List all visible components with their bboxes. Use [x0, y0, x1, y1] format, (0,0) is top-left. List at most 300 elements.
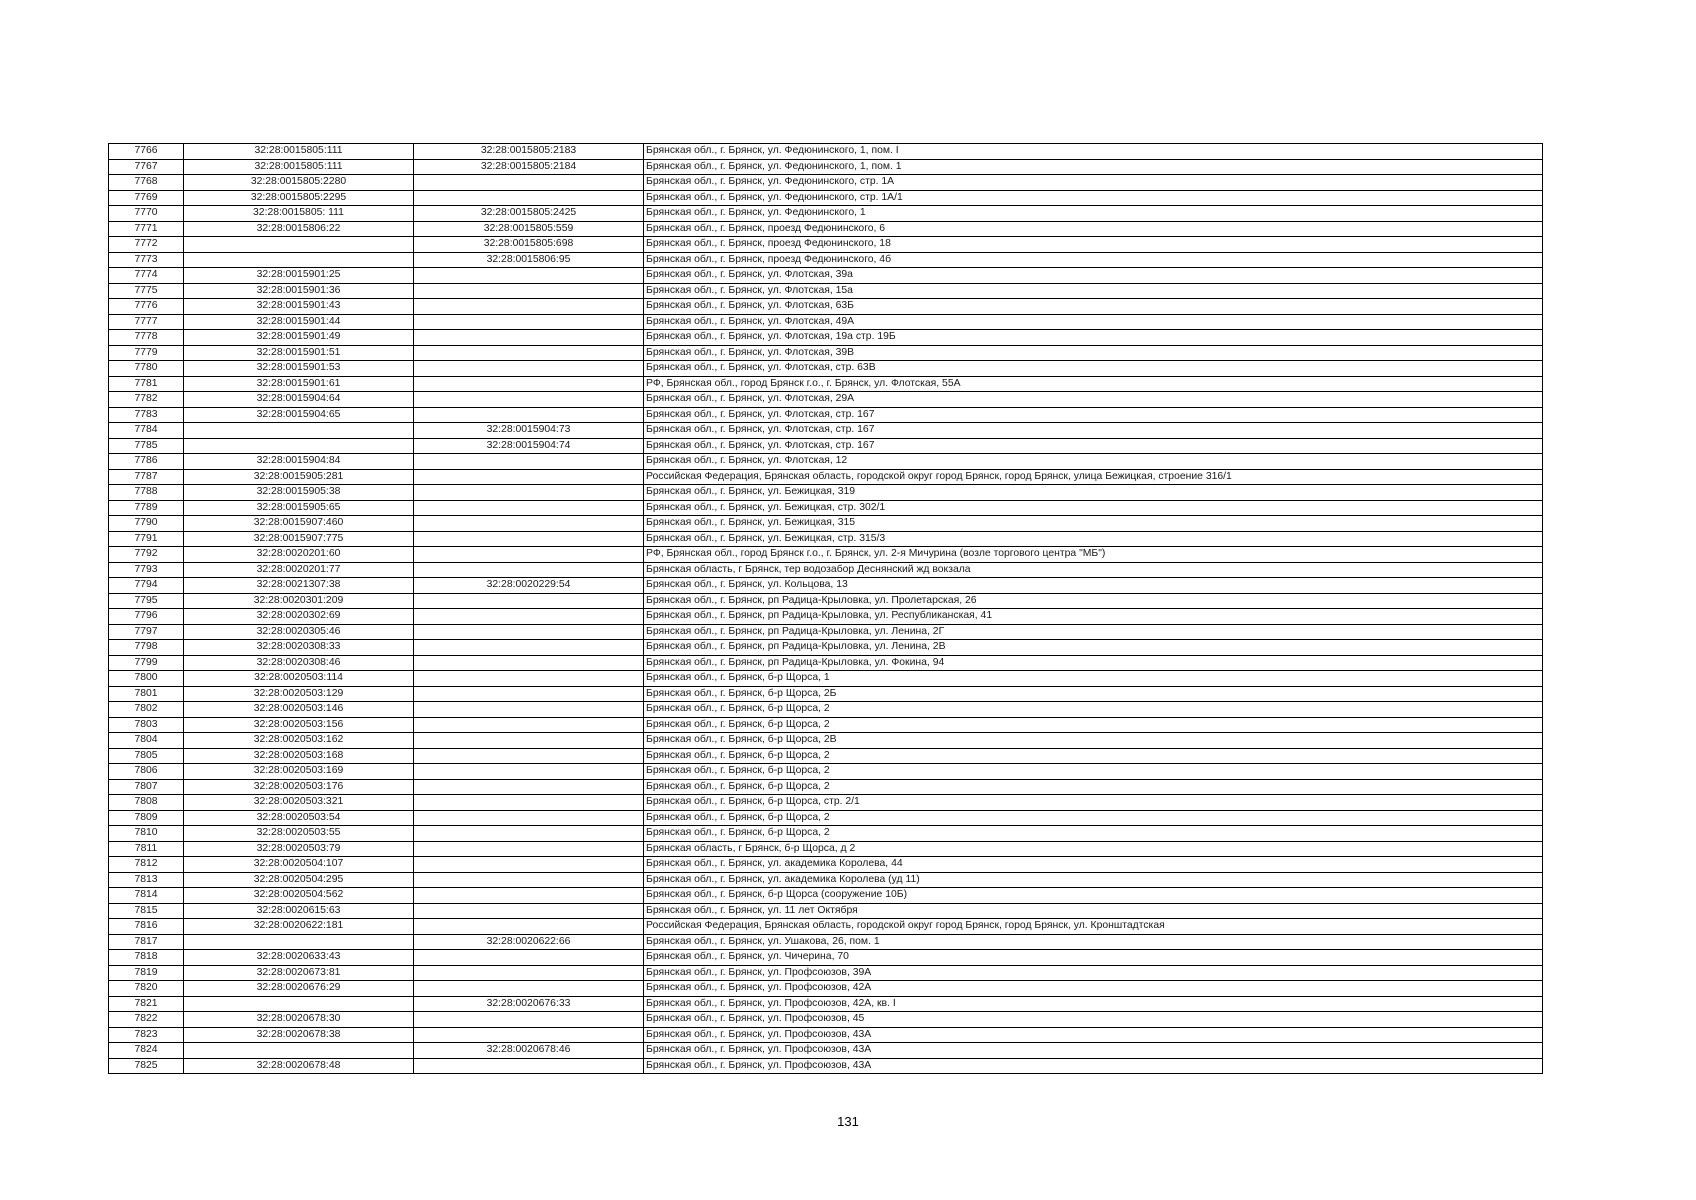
- row-number-cell: 7784: [109, 423, 184, 439]
- land-plot-cadastral-cell: 32:28:0020622:181: [184, 919, 414, 935]
- land-plot-cadastral-cell: 32:28:0020503:146: [184, 702, 414, 718]
- object-cadastral-cell: [414, 547, 644, 563]
- address-cell: Брянская обл., г. Брянск, ул. Профсоюзов, 43А: [644, 1043, 1543, 1059]
- land-plot-cadastral-cell: 32:28:0020504:562: [184, 888, 414, 904]
- land-plot-cadastral-cell: [184, 423, 414, 439]
- table-row: [109, 206, 1543, 222]
- table-row: [109, 407, 1543, 423]
- address-cell: Брянская обл., г. Брянск, ул. Флотская, 29А: [644, 392, 1543, 408]
- row-number-cell: 7802: [109, 702, 184, 718]
- address-cell: Брянская обл., г. Брянск, ул. Бежицкая, стр. 302/1: [644, 500, 1543, 516]
- object-cadastral-cell: [414, 516, 644, 532]
- row-number-cell: 7774: [109, 268, 184, 284]
- object-cadastral-cell: [414, 190, 644, 206]
- row-number-cell: 7771: [109, 221, 184, 237]
- row-number-cell: 7780: [109, 361, 184, 377]
- table-row: [109, 903, 1543, 919]
- object-cadastral-cell: 32:28:0015806:95: [414, 252, 644, 268]
- object-cadastral-cell: [414, 841, 644, 857]
- row-number-cell: 7803: [109, 717, 184, 733]
- row-number-cell: 7791: [109, 531, 184, 547]
- address-cell: Брянская обл., г. Брянск, ул. Федюнинского, 1: [644, 206, 1543, 222]
- land-plot-cadastral-cell: 32:28:0020678:48: [184, 1058, 414, 1074]
- address-cell: Брянская обл., г. Брянск, ул. Профсоюзов, 43А: [644, 1058, 1543, 1074]
- object-cadastral-cell: [414, 562, 644, 578]
- address-cell: Брянская обл., г. Брянск, ул. Чичерина, 70: [644, 950, 1543, 966]
- row-number-cell: 7770: [109, 206, 184, 222]
- address-cell: Брянская обл., г. Брянск, б-р Щорса, 2: [644, 717, 1543, 733]
- address-cell: Брянская обл., г. Брянск, ул. Флотская, 49А: [644, 314, 1543, 330]
- table-row: [109, 996, 1543, 1012]
- object-cadastral-cell: 32:28:0015805:698: [414, 237, 644, 253]
- address-cell: Брянская обл., г. Брянск, ул. 11 лет Октября: [644, 903, 1543, 919]
- object-cadastral-cell: 32:28:0015805:2425: [414, 206, 644, 222]
- table-row: [109, 345, 1543, 361]
- land-plot-cadastral-cell: [184, 252, 414, 268]
- object-cadastral-cell: [414, 407, 644, 423]
- object-cadastral-cell: [414, 795, 644, 811]
- address-cell: Брянская обл., г. Брянск, рп Радица-Крыловка, ул. Республиканская, 41: [644, 609, 1543, 625]
- row-number-cell: 7777: [109, 314, 184, 330]
- row-number-cell: 7794: [109, 578, 184, 594]
- table-row: [109, 547, 1543, 563]
- land-plot-cadastral-cell: 32:28:0015904:64: [184, 392, 414, 408]
- object-cadastral-cell: [414, 330, 644, 346]
- address-cell: Брянская обл., г. Брянск, б-р Щорса, 2: [644, 826, 1543, 842]
- registry-table-body: [109, 144, 1543, 1074]
- land-plot-cadastral-cell: 32:28:0015907:775: [184, 531, 414, 547]
- object-cadastral-cell: [414, 888, 644, 904]
- row-number-cell: 7825: [109, 1058, 184, 1074]
- land-plot-cadastral-cell: 32:28:0020301:209: [184, 593, 414, 609]
- address-cell: Брянская обл., г. Брянск, ул. Флотская, стр. 167: [644, 407, 1543, 423]
- row-number-cell: 7796: [109, 609, 184, 625]
- table-row: [109, 1043, 1543, 1059]
- table-row: [109, 593, 1543, 609]
- object-cadastral-cell: [414, 655, 644, 671]
- address-cell: Брянская обл., г. Брянск, б-р Щорса, 2: [644, 810, 1543, 826]
- land-plot-cadastral-cell: 32:28:0020676:29: [184, 981, 414, 997]
- row-number-cell: 7792: [109, 547, 184, 563]
- row-number-cell: 7797: [109, 624, 184, 640]
- table-row: [109, 872, 1543, 888]
- row-number-cell: 7807: [109, 779, 184, 795]
- address-cell: Брянская область, г Брянск, б-р Щорса, д 2: [644, 841, 1543, 857]
- table-row: [109, 671, 1543, 687]
- table-row: [109, 438, 1543, 454]
- table-row: [109, 423, 1543, 439]
- object-cadastral-cell: 32:28:0020622:66: [414, 934, 644, 950]
- land-plot-cadastral-cell: 32:28:0021307:38: [184, 578, 414, 594]
- object-cadastral-cell: 32:28:0020229:54: [414, 578, 644, 594]
- address-cell: Брянская обл., г. Брянск, рп Радица-Крыловка, ул. Ленина, 2В: [644, 640, 1543, 656]
- address-cell: Брянская обл., г. Брянск, проезд Федюнинского, 18: [644, 237, 1543, 253]
- address-cell: Брянская обл., г. Брянск, ул. академика Королева, 44: [644, 857, 1543, 873]
- land-plot-cadastral-cell: 32:28:0020504:107: [184, 857, 414, 873]
- object-cadastral-cell: [414, 593, 644, 609]
- object-cadastral-cell: [414, 671, 644, 687]
- table-row: [109, 1027, 1543, 1043]
- row-number-cell: 7817: [109, 934, 184, 950]
- address-cell: РФ, Брянская обл., город Брянск г.о., г. Брянск, ул. Флотская, 55А: [644, 376, 1543, 392]
- address-cell: Брянская обл., г. Брянск, б-р Щорса, 1: [644, 671, 1543, 687]
- table-row: [109, 531, 1543, 547]
- row-number-cell: 7782: [109, 392, 184, 408]
- object-cadastral-cell: [414, 764, 644, 780]
- land-plot-cadastral-cell: 32:28:0015901:61: [184, 376, 414, 392]
- table-row: [109, 159, 1543, 175]
- land-plot-cadastral-cell: 32:28:0020504:295: [184, 872, 414, 888]
- land-plot-cadastral-cell: 32:28:0020305:46: [184, 624, 414, 640]
- object-cadastral-cell: [414, 500, 644, 516]
- object-cadastral-cell: [414, 485, 644, 501]
- address-cell: Брянская обл., г. Брянск, ул. Федюнинского, стр. 1А/1: [644, 190, 1543, 206]
- row-number-cell: 7781: [109, 376, 184, 392]
- object-cadastral-cell: [414, 624, 644, 640]
- object-cadastral-cell: [414, 392, 644, 408]
- land-plot-cadastral-cell: 32:28:0020503:129: [184, 686, 414, 702]
- address-cell: Брянская обл., г. Брянск, б-р Щорса (сооружение 10Б): [644, 888, 1543, 904]
- row-number-cell: 7820: [109, 981, 184, 997]
- row-number-cell: 7788: [109, 485, 184, 501]
- row-number-cell: 7810: [109, 826, 184, 842]
- object-cadastral-cell: [414, 748, 644, 764]
- row-number-cell: 7806: [109, 764, 184, 780]
- row-number-cell: 7776: [109, 299, 184, 315]
- object-cadastral-cell: [414, 950, 644, 966]
- land-plot-cadastral-cell: 32:28:0015901:49: [184, 330, 414, 346]
- address-cell: Брянская обл., г. Брянск, ул. Флотская, 63Б: [644, 299, 1543, 315]
- address-cell: Брянская обл., г. Брянск, рп Радица-Крыловка, ул. Ленина, 2Г: [644, 624, 1543, 640]
- table-row: [109, 500, 1543, 516]
- land-plot-cadastral-cell: 32:28:0020503:54: [184, 810, 414, 826]
- land-plot-cadastral-cell: 32:28:0020503:114: [184, 671, 414, 687]
- land-plot-cadastral-cell: [184, 237, 414, 253]
- address-cell: Брянская обл., г. Брянск, ул. Профсоюзов, 42А, кв. I: [644, 996, 1543, 1012]
- land-plot-cadastral-cell: 32:28:0015901:43: [184, 299, 414, 315]
- land-plot-cadastral-cell: 32:28:0020503:176: [184, 779, 414, 795]
- address-cell: Брянская обл., г. Брянск, рп Радица-Крыловка, ул. Пролетарская, 26: [644, 593, 1543, 609]
- object-cadastral-cell: [414, 1027, 644, 1043]
- table-row: [109, 190, 1543, 206]
- row-number-cell: 7790: [109, 516, 184, 532]
- row-number-cell: 7823: [109, 1027, 184, 1043]
- address-cell: Брянская область, г Брянск, тер водозабор Деснянский жд вокзала: [644, 562, 1543, 578]
- object-cadastral-cell: [414, 826, 644, 842]
- land-plot-cadastral-cell: 32:28:0015905:38: [184, 485, 414, 501]
- land-plot-cadastral-cell: 32:28:0020633:43: [184, 950, 414, 966]
- table-row: [109, 144, 1543, 160]
- table-row: [109, 175, 1543, 191]
- row-number-cell: 7800: [109, 671, 184, 687]
- land-plot-cadastral-cell: 32:28:0020201:77: [184, 562, 414, 578]
- land-plot-cadastral-cell: 32:28:0015907:460: [184, 516, 414, 532]
- table-row: [109, 795, 1543, 811]
- object-cadastral-cell: [414, 1058, 644, 1074]
- land-plot-cadastral-cell: 32:28:0020201:60: [184, 547, 414, 563]
- row-number-cell: 7786: [109, 454, 184, 470]
- object-cadastral-cell: [414, 609, 644, 625]
- table-row: [109, 361, 1543, 377]
- land-plot-cadastral-cell: [184, 934, 414, 950]
- address-cell: Брянская обл., г. Брянск, ул. Флотская, 39В: [644, 345, 1543, 361]
- table-row: [109, 748, 1543, 764]
- object-cadastral-cell: [414, 717, 644, 733]
- address-cell: Брянская обл., г. Брянск, ул. Бежицкая, 319: [644, 485, 1543, 501]
- land-plot-cadastral-cell: 32:28:0015806:22: [184, 221, 414, 237]
- land-plot-cadastral-cell: 32:28:0020302:69: [184, 609, 414, 625]
- table-row: [109, 640, 1543, 656]
- table-row: [109, 655, 1543, 671]
- land-plot-cadastral-cell: [184, 996, 414, 1012]
- table-row: [109, 283, 1543, 299]
- address-cell: Брянская обл., г. Брянск, проезд Федюнинского, 6: [644, 221, 1543, 237]
- land-plot-cadastral-cell: 32:28:0020503:156: [184, 717, 414, 733]
- table-row: [109, 702, 1543, 718]
- address-cell: Брянская обл., г. Брянск, ул. Флотская, стр. 167: [644, 438, 1543, 454]
- table-row: [109, 919, 1543, 935]
- row-number-cell: 7778: [109, 330, 184, 346]
- land-plot-cadastral-cell: 32:28:0020678:38: [184, 1027, 414, 1043]
- row-number-cell: 7821: [109, 996, 184, 1012]
- row-number-cell: 7814: [109, 888, 184, 904]
- land-plot-cadastral-cell: 32:28:0015905:281: [184, 469, 414, 485]
- object-cadastral-cell: [414, 283, 644, 299]
- table-row: [109, 578, 1543, 594]
- address-cell: Брянская обл., г. Брянск, проезд Федюнинского, 4б: [644, 252, 1543, 268]
- address-cell: Брянская обл., г. Брянск, б-р Щорса, 2: [644, 748, 1543, 764]
- row-number-cell: 7824: [109, 1043, 184, 1059]
- row-number-cell: 7798: [109, 640, 184, 656]
- table-row: [109, 1012, 1543, 1028]
- address-cell: Брянская обл., г. Брянск, ул. Федюнинского, 1, пом. 1: [644, 159, 1543, 175]
- object-cadastral-cell: [414, 733, 644, 749]
- address-cell: Брянская обл., г. Брянск, ул. Флотская, 19а стр. 19Б: [644, 330, 1543, 346]
- land-plot-cadastral-cell: 32:28:0015901:25: [184, 268, 414, 284]
- land-plot-cadastral-cell: 32:28:0015901:36: [184, 283, 414, 299]
- address-cell: Брянская обл., г. Брянск, ул. Бежицкая, 315: [644, 516, 1543, 532]
- object-cadastral-cell: [414, 376, 644, 392]
- address-cell: Брянская обл., г. Брянск, ул. Флотская, 15а: [644, 283, 1543, 299]
- object-cadastral-cell: [414, 314, 644, 330]
- table-row: [109, 779, 1543, 795]
- table-row: [109, 299, 1543, 315]
- land-plot-cadastral-cell: 32:28:0015904:65: [184, 407, 414, 423]
- table-row: [109, 950, 1543, 966]
- row-number-cell: 7769: [109, 190, 184, 206]
- address-cell: Брянская обл., г. Брянск, б-р Щорса, стр. 2/1: [644, 795, 1543, 811]
- row-number-cell: 7799: [109, 655, 184, 671]
- land-plot-cadastral-cell: 32:28:0020503:55: [184, 826, 414, 842]
- object-cadastral-cell: 32:28:0020678:46: [414, 1043, 644, 1059]
- land-plot-cadastral-cell: 32:28:0020615:63: [184, 903, 414, 919]
- table-row: [109, 252, 1543, 268]
- land-plot-cadastral-cell: 32:28:0015905:65: [184, 500, 414, 516]
- row-number-cell: 7812: [109, 857, 184, 873]
- land-plot-cadastral-cell: 32:28:0020503:321: [184, 795, 414, 811]
- row-number-cell: 7811: [109, 841, 184, 857]
- row-number-cell: 7815: [109, 903, 184, 919]
- row-number-cell: 7793: [109, 562, 184, 578]
- row-number-cell: 7819: [109, 965, 184, 981]
- address-cell: Брянская обл., г. Брянск, ул. Бежицкая, стр. 315/3: [644, 531, 1543, 547]
- address-cell: Брянская обл., г. Брянск, ул. Ушакова, 26, пом. 1: [644, 934, 1543, 950]
- table-row: [109, 268, 1543, 284]
- address-cell: Брянская обл., г. Брянск, б-р Щорса, 2: [644, 702, 1543, 718]
- object-cadastral-cell: 32:28:0015904:73: [414, 423, 644, 439]
- object-cadastral-cell: [414, 872, 644, 888]
- address-cell: Российская Федерация, Брянская область, городской округ город Брянск, город Брянск, ул. Кронштадтская: [644, 919, 1543, 935]
- land-plot-cadastral-cell: 32:28:0020673:81: [184, 965, 414, 981]
- object-cadastral-cell: [414, 454, 644, 470]
- object-cadastral-cell: 32:28:0015805:2183: [414, 144, 644, 160]
- land-plot-cadastral-cell: 32:28:0020308:46: [184, 655, 414, 671]
- row-number-cell: 7804: [109, 733, 184, 749]
- table-row: [109, 609, 1543, 625]
- page-number: 131: [837, 1114, 859, 1129]
- row-number-cell: 7767: [109, 159, 184, 175]
- table-row: [109, 764, 1543, 780]
- address-cell: Брянская обл., г. Брянск, ул. Профсоюзов, 39А: [644, 965, 1543, 981]
- land-plot-cadastral-cell: 32:28:0020308:33: [184, 640, 414, 656]
- row-number-cell: 7785: [109, 438, 184, 454]
- address-cell: Брянская обл., г. Брянск, ул. академика Королева (уд 11): [644, 872, 1543, 888]
- land-plot-cadastral-cell: 32:28:0020503:79: [184, 841, 414, 857]
- object-cadastral-cell: 32:28:0015805:2184: [414, 159, 644, 175]
- address-cell: Брянская обл., г. Брянск, ул. Федюнинского, стр. 1А: [644, 175, 1543, 191]
- row-number-cell: 7813: [109, 872, 184, 888]
- table-row: [109, 330, 1543, 346]
- land-plot-cadastral-cell: [184, 1043, 414, 1059]
- row-number-cell: 7809: [109, 810, 184, 826]
- table-row: [109, 562, 1543, 578]
- land-plot-cadastral-cell: 32:28:0015805:111: [184, 159, 414, 175]
- land-plot-cadastral-cell: 32:28:0015901:53: [184, 361, 414, 377]
- table-row: [109, 392, 1543, 408]
- object-cadastral-cell: [414, 779, 644, 795]
- table-row: [109, 810, 1543, 826]
- table-row: [109, 934, 1543, 950]
- object-cadastral-cell: [414, 640, 644, 656]
- land-plot-cadastral-cell: 32:28:0020503:162: [184, 733, 414, 749]
- address-cell: Брянская обл., г. Брянск, ул. Профсоюзов, 45: [644, 1012, 1543, 1028]
- address-cell: Брянская обл., г. Брянск, ул. Кольцова, 13: [644, 578, 1543, 594]
- object-cadastral-cell: [414, 361, 644, 377]
- row-number-cell: 7805: [109, 748, 184, 764]
- address-cell: Брянская обл., г. Брянск, б-р Щорса, 2: [644, 779, 1543, 795]
- address-cell: Брянская обл., г. Брянск, рп Радица-Крыловка, ул. Фокина, 94: [644, 655, 1543, 671]
- registry-table: [108, 143, 1543, 1074]
- row-number-cell: 7766: [109, 144, 184, 160]
- land-plot-cadastral-cell: 32:28:0020678:30: [184, 1012, 414, 1028]
- row-number-cell: 7816: [109, 919, 184, 935]
- table-row: [109, 454, 1543, 470]
- row-number-cell: 7789: [109, 500, 184, 516]
- land-plot-cadastral-cell: 32:28:0020503:168: [184, 748, 414, 764]
- object-cadastral-cell: [414, 531, 644, 547]
- row-number-cell: 7783: [109, 407, 184, 423]
- table-row: [109, 376, 1543, 392]
- address-cell: Брянская обл., г. Брянск, б-р Щорса, 2: [644, 764, 1543, 780]
- object-cadastral-cell: [414, 702, 644, 718]
- address-cell: Брянская обл., г. Брянск, ул. Флотская, стр. 167: [644, 423, 1543, 439]
- address-cell: Брянская обл., г. Брянск, ул. Флотская, стр. 63В: [644, 361, 1543, 377]
- row-number-cell: 7775: [109, 283, 184, 299]
- table-row: [109, 841, 1543, 857]
- address-cell: Российская Федерация, Брянская область, городской округ город Брянск, город Брянск, улица Бежицкая, строение 316/1: [644, 469, 1543, 485]
- table-row: [109, 686, 1543, 702]
- table-row: [109, 733, 1543, 749]
- object-cadastral-cell: [414, 965, 644, 981]
- table-row: [109, 221, 1543, 237]
- table-row: [109, 485, 1543, 501]
- table-row: [109, 965, 1543, 981]
- table-row: [109, 624, 1543, 640]
- row-number-cell: 7822: [109, 1012, 184, 1028]
- address-cell: РФ, Брянская обл., город Брянск г.о., г. Брянск, ул. 2-я Мичурина (возле торгового центра "МБ"): [644, 547, 1543, 563]
- land-plot-cadastral-cell: 32:28:0015904:84: [184, 454, 414, 470]
- object-cadastral-cell: [414, 686, 644, 702]
- row-number-cell: 7768: [109, 175, 184, 191]
- land-plot-cadastral-cell: 32:28:0015805:2295: [184, 190, 414, 206]
- table-row: [109, 469, 1543, 485]
- table-row: [109, 717, 1543, 733]
- row-number-cell: 7801: [109, 686, 184, 702]
- address-cell: Брянская обл., г. Брянск, ул. Профсоюзов, 42А: [644, 981, 1543, 997]
- land-plot-cadastral-cell: 32:28:0015901:44: [184, 314, 414, 330]
- address-cell: Брянская обл., г. Брянск, б-р Щорса, 2В: [644, 733, 1543, 749]
- object-cadastral-cell: [414, 268, 644, 284]
- land-plot-cadastral-cell: 32:28:0015805:2280: [184, 175, 414, 191]
- table-row: [109, 237, 1543, 253]
- address-cell: Брянская обл., г. Брянск, ул. Федюнинского, 1, пом. I: [644, 144, 1543, 160]
- row-number-cell: 7795: [109, 593, 184, 609]
- object-cadastral-cell: [414, 469, 644, 485]
- object-cadastral-cell: [414, 299, 644, 315]
- object-cadastral-cell: [414, 175, 644, 191]
- address-cell: Брянская обл., г. Брянск, б-р Щорса, 2Б: [644, 686, 1543, 702]
- table-row: [109, 888, 1543, 904]
- row-number-cell: 7808: [109, 795, 184, 811]
- land-plot-cadastral-cell: 32:28:0015901:51: [184, 345, 414, 361]
- object-cadastral-cell: [414, 810, 644, 826]
- land-plot-cadastral-cell: 32:28:0015805:111: [184, 144, 414, 160]
- object-cadastral-cell: [414, 345, 644, 361]
- table-row: [109, 826, 1543, 842]
- land-plot-cadastral-cell: [184, 438, 414, 454]
- address-cell: Брянская обл., г. Брянск, ул. Профсоюзов, 43А: [644, 1027, 1543, 1043]
- row-number-cell: 7818: [109, 950, 184, 966]
- row-number-cell: 7772: [109, 237, 184, 253]
- land-plot-cadastral-cell: 32:28:0015805: 111: [184, 206, 414, 222]
- table-row: [109, 314, 1543, 330]
- object-cadastral-cell: [414, 903, 644, 919]
- object-cadastral-cell: [414, 1012, 644, 1028]
- table-row: [109, 516, 1543, 532]
- object-cadastral-cell: 32:28:0020676:33: [414, 996, 644, 1012]
- object-cadastral-cell: 32:28:0015805:559: [414, 221, 644, 237]
- object-cadastral-cell: [414, 919, 644, 935]
- row-number-cell: 7787: [109, 469, 184, 485]
- row-number-cell: 7773: [109, 252, 184, 268]
- row-number-cell: 7779: [109, 345, 184, 361]
- address-cell: Брянская обл., г. Брянск, ул. Флотская, 12: [644, 454, 1543, 470]
- table-row: [109, 981, 1543, 997]
- object-cadastral-cell: [414, 981, 644, 997]
- object-cadastral-cell: [414, 857, 644, 873]
- table-row: [109, 857, 1543, 873]
- address-cell: Брянская обл., г. Брянск, ул. Флотская, 39а: [644, 268, 1543, 284]
